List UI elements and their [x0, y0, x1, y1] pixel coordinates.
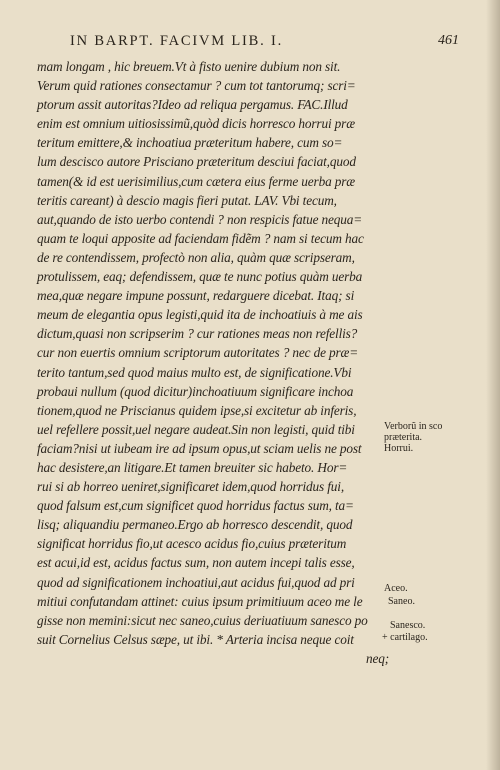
- text-line: hac desistere,an litigare.Et tamen breuiter sic habeto. Hor=: [37, 459, 348, 475]
- text-line: mitiui confutandam attinet: cuius ipsum primitiuum aceo me le: [37, 593, 363, 609]
- text-line: dictum,quasi non scripserim ? cur rationes meas non refellis?: [37, 326, 358, 342]
- text-line: gisse non memini:sicut nec saneo,cuius deriuatiuum sanesco po: [37, 612, 368, 628]
- margin-note-sanesco: Sanesco.: [390, 620, 426, 631]
- text-line: aut,quando de isto uerbo contendi ? non respicis fatue nequa=: [37, 211, 363, 227]
- text-line: teritis careant) à descio magis fieri putat. LAV. Vbi tecum,: [37, 192, 337, 208]
- margin-note-verbs: [384, 421, 442, 454]
- text-line: probaui nullum (quod dicitur)inchoatiuum significare inchoa: [37, 383, 354, 399]
- margin-note-line: Horrui.: [384, 443, 414, 454]
- page-number: 461: [438, 33, 459, 48]
- text-line: protulissem, eaq; defendissem, quæ te nunc potius quàm uerba: [37, 269, 363, 285]
- text-line: cur non euertis omnium scriptorum autoritates ? nec de præ=: [37, 345, 359, 361]
- text-line: uel refellere possit,uel negare audeat.Sin non legisti, quid tibi: [37, 421, 355, 437]
- text-line: meum de elegantia opus legisti,quid ita de inchoatiuis à me ais: [37, 307, 363, 323]
- text-line: terito tantum,sed quod maius multo est, de significatione.Vbi: [37, 364, 352, 380]
- body-text: [37, 57, 389, 668]
- margin-note-line: præterita.: [384, 432, 423, 443]
- text-line: mam longam , hic breuem.Vt à fisto uenire dubium non sit.: [37, 59, 341, 74]
- catchword: neq;: [365, 650, 389, 666]
- margin-note-cartilago: + cartilago.: [382, 632, 428, 643]
- text-line: tamen(& id est uerisimilius,cum cætera eius ferme uerba præ: [37, 173, 355, 189]
- text-line: teritum emittere,& inchoatiua præteritum habere, cum so=: [37, 135, 343, 151]
- text-line: quam te loqui apposite ad faciendam fidẽm ? nam si tecum hac: [37, 230, 364, 246]
- text-line: suit Cornelius Celsus sæpe, ut ibi. * Arteria incisa neque coit: [37, 631, 354, 647]
- text-line: mea,quæ negare impune possunt, redarguere dicebat. Itaq; si: [37, 288, 355, 304]
- text-line: rui si ab horreo ueniret,significaret idem,quod horridus fui,: [37, 479, 345, 495]
- text-line: de re contendissem, profectò non alia, quàm quæ scripseram,: [37, 249, 355, 265]
- margin-note-line: Verborũ in sco: [384, 421, 443, 432]
- margin-note-saneo: Saneo.: [388, 596, 415, 607]
- text-line: faciam?nisi ut iubeam ire ad ipsum opus,ut sciam uelis ne post: [37, 440, 362, 456]
- text-line: lum descisco autore Prisciano præteritum desciui faciat,quod: [37, 154, 356, 170]
- text-line: significat horridus fio,ut acesco acidus fio,cuius præteritum: [37, 536, 347, 552]
- text-line: quod falsum est,cum significet quod horridus factus sum, ta=: [37, 498, 354, 514]
- text-line: est acui,id est, acidus factus sum, non autem incepi talis esse,: [37, 555, 355, 571]
- text-line: Verum quid rationes consectamur ? cum tot tantorumq; scri=: [37, 78, 356, 94]
- running-head: IN BARPT. FACIVM LIB. I.: [70, 33, 284, 49]
- text-line: tionem,quod ne Priscianus quidem ipse,si excitetur ab inferis,: [37, 402, 357, 418]
- marginalia: [384, 0, 494, 770]
- text-line: quod ad significationem inchoatiui,aut acidus fui,quod ad pri: [37, 574, 355, 590]
- margin-note-aceo: Aceo.: [384, 583, 408, 594]
- text-line: lisq; aliquandiu permaneo.Ergo ab horresco descendit, quod: [37, 517, 353, 533]
- text-line: enim est omnium uitiosissimũ,quòd dicis horresco horrui præ: [37, 116, 355, 132]
- text-line: ptorum assit autoritas?Ideo ad reliqua pergamus. FAC.Illud: [37, 97, 348, 113]
